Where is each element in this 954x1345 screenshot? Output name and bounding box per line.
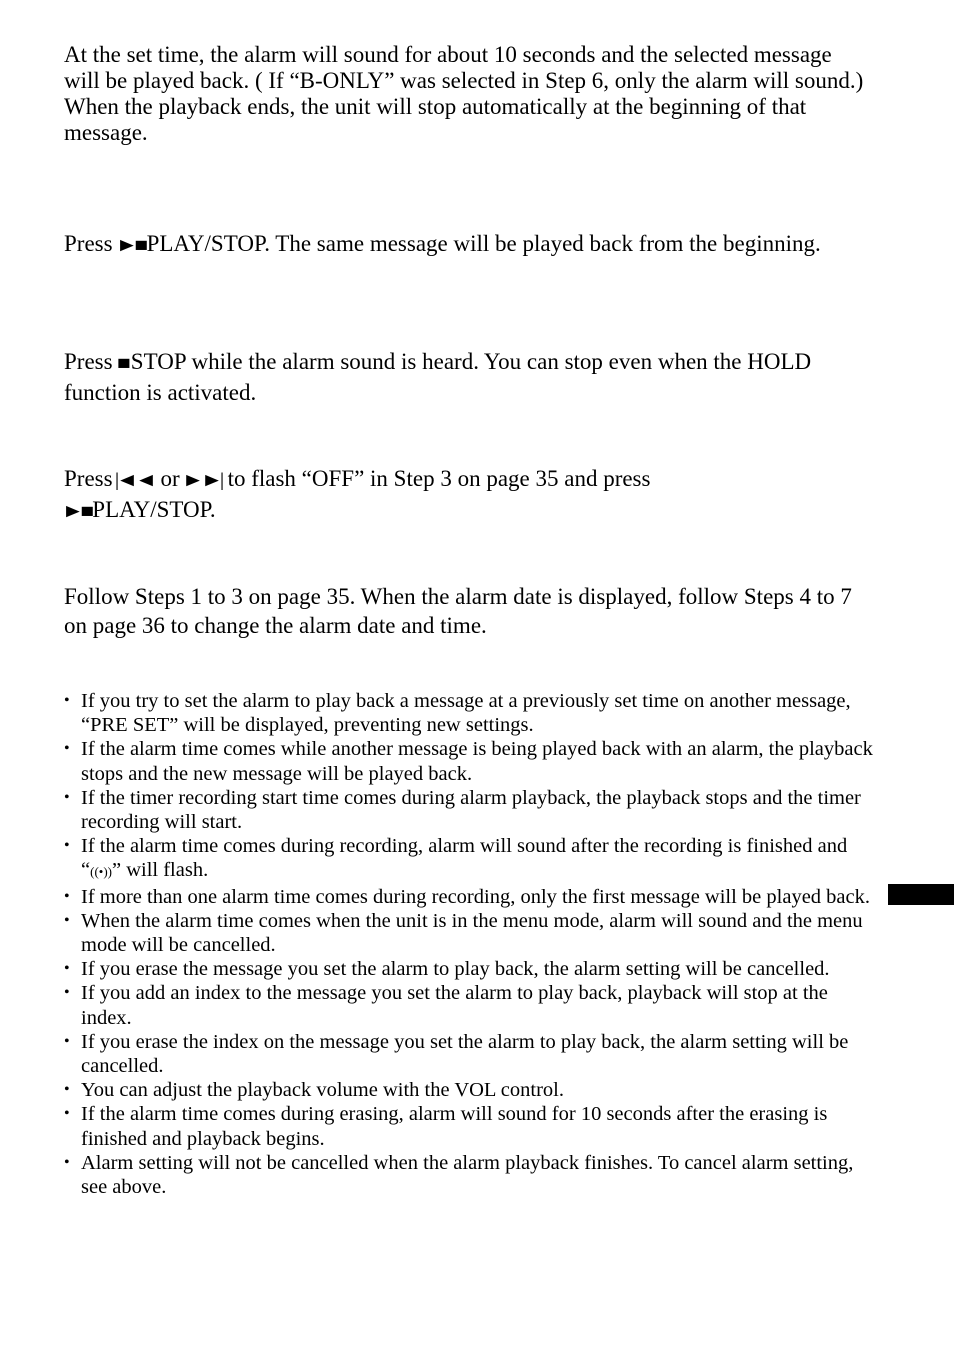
list-item: • If the timer recording start time comes during alarm playback, the playback stops and the timer recording will start. <box>64 786 861 834</box>
list-item: • If more than one alarm time comes during recording, only the first message will be played back. <box>64 885 870 908</box>
list-item: • If you erase the index on the message you set the alarm to play back, the alarm setting will be cancelled. <box>64 1030 849 1078</box>
list-item: • Alarm setting will not be cancelled when the alarm playback finishes. To cancel alarm setting, see above. <box>64 1151 854 1199</box>
or-word: or <box>160 466 180 491</box>
replay-paragraph <box>64 229 864 260</box>
list-item: • If the alarm time comes while another message is being played back with an alarm, the playback stops and the new message will be played back. <box>64 738 873 785</box>
stop-label: STOP <box>130 349 186 374</box>
replay-text: . The same message will be played back from the beginning. <box>264 231 821 256</box>
play-stop-label: PLAY/STOP <box>146 231 265 256</box>
change-alarm-paragraph <box>64 582 864 640</box>
list-item: • When the alarm time comes when the unit is in the menu mode, alarm will sound and the menu mode will be cancelled. <box>64 909 863 957</box>
stop-alarm-paragraph <box>64 347 864 407</box>
stop-alarm-text: while the alarm sound is heard. You can stop even when the HOLD function is activated. <box>64 349 812 405</box>
next-track-icon: ►►| <box>182 470 222 491</box>
list-item: • If you erase the message you set the alarm to play back, the alarm setting will be cancelled. <box>64 958 830 981</box>
press-word: Press <box>64 349 113 374</box>
list-item: • If you try to set the alarm to play back a message at a previously set time on another message, “PRE SET” will be displayed, preventing new settings. <box>64 690 851 737</box>
list-item: • If you add an index to the message you set the alarm to play back, playback will stop at the index. <box>64 982 828 1029</box>
notes-list <box>64 689 874 1199</box>
list-item: • If the alarm time comes during recording, alarm will sound after the recording is finished and “((•))” will flash. <box>64 835 848 882</box>
playback-end-text: When the playback ends, the unit will stop automatically at the beginning of that message. <box>64 94 807 145</box>
play-stop-icon: ►■ <box>115 235 146 256</box>
alarm-result-paragraph <box>64 42 864 146</box>
alarm-icon: ((•)) <box>90 864 112 880</box>
stop-icon: ■ <box>117 353 128 374</box>
list-item: • If the alarm time comes during erasing, alarm will sound for 10 seconds after the erasing is finished and playback begins. <box>64 1103 828 1150</box>
play-stop-icon: ►■ <box>61 501 91 522</box>
previous-track-icon: |◄◄ <box>115 470 154 491</box>
press-word: Press <box>64 231 113 256</box>
section-tab-marker <box>888 884 954 905</box>
change-alarm-text: Follow Steps 1 to 3 on page 35. When the alarm date is displayed, follow Steps 4 to 7 on page 36 to change the alarm date and time. <box>64 584 852 638</box>
play-stop-label: PLAY/STOP. <box>92 497 216 522</box>
list-item: • You can adjust the playback volume with the VOL control. <box>64 1079 565 1102</box>
alarm-result-text: At the set time, the alarm will sound for about 10 seconds and the selected message will be played back. ( If “B-ONLY” was selected in Step 6, only the alarm will sound.) <box>64 42 864 93</box>
cancel-alarm-text: to flash “OFF” in Step 3 on page 35 and press <box>227 466 651 491</box>
cancel-alarm-paragraph <box>61 464 864 526</box>
press-word: Press <box>64 466 113 491</box>
